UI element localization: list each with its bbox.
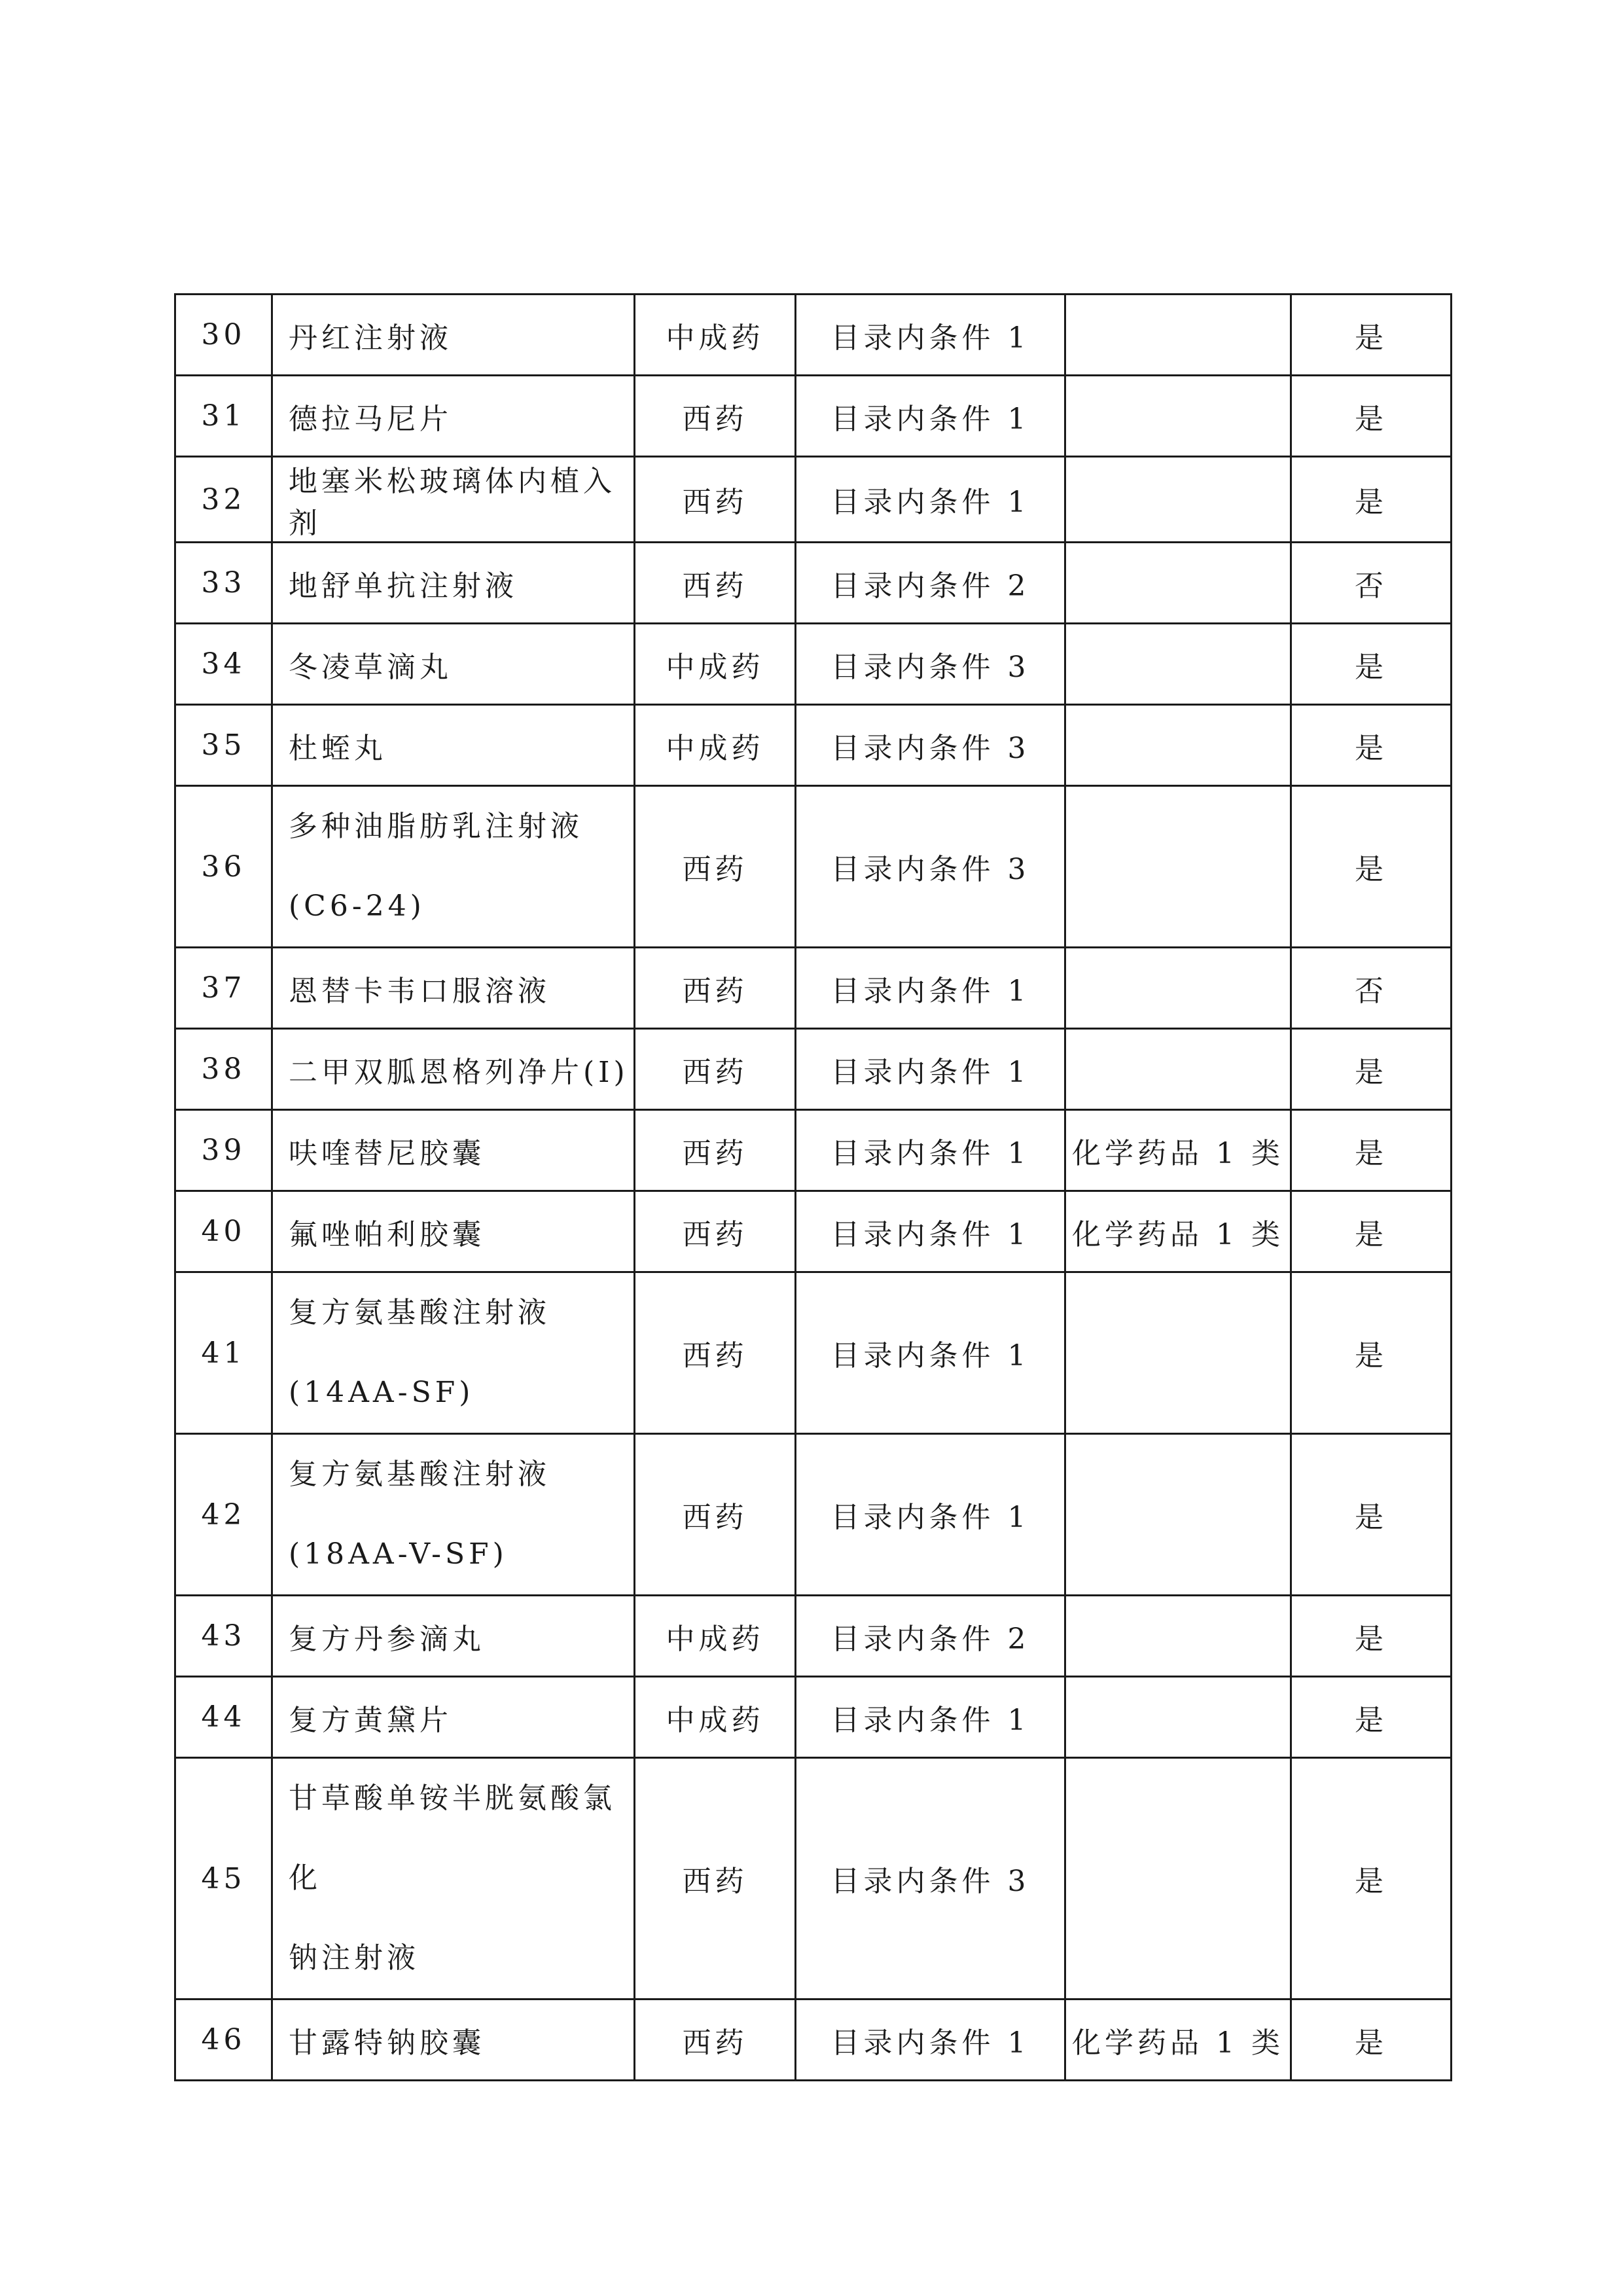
table-row <box>175 786 1452 948</box>
catalog-condition: 目录内条件 1 <box>796 376 1065 457</box>
row-number: 46 <box>175 2000 272 2081</box>
catalog-condition: 目录内条件 3 <box>796 624 1065 705</box>
table-row <box>175 1677 1452 1758</box>
drug-note <box>1065 1272 1291 1434</box>
yes-no-flag: 是 <box>1291 295 1452 376</box>
table-row <box>175 705 1452 786</box>
table-row <box>175 1434 1452 1596</box>
row-number: 33 <box>175 543 272 624</box>
yes-no-flag: 是 <box>1291 786 1452 948</box>
drug-name-line: 甘草酸单铵半胱氨酸氯化 <box>289 1782 616 1895</box>
drug-note <box>1065 1677 1291 1758</box>
row-number: 39 <box>175 1110 272 1191</box>
drug-name: 呋喹替尼胶囊 <box>272 1110 635 1191</box>
drug-type: 中成药 <box>635 705 796 786</box>
yes-no-flag: 是 <box>1291 1434 1452 1596</box>
drug-name-line: 钠注射液 <box>289 1941 419 1975</box>
drug-note: 化学药品 1 类 <box>1065 2000 1291 2081</box>
yes-no-flag: 是 <box>1291 705 1452 786</box>
table-row <box>175 2000 1452 2081</box>
drug-name <box>272 1272 635 1434</box>
yes-no-flag: 是 <box>1291 1272 1452 1434</box>
drug-name: 德拉马尼片 <box>272 376 635 457</box>
catalog-condition: 目录内条件 2 <box>796 1596 1065 1677</box>
catalog-condition: 目录内条件 1 <box>796 948 1065 1029</box>
yes-no-flag: 是 <box>1291 1110 1452 1191</box>
catalog-condition: 目录内条件 1 <box>796 2000 1065 2081</box>
table-row <box>175 457 1452 543</box>
drug-note <box>1065 376 1291 457</box>
drug-note <box>1065 1596 1291 1677</box>
drug-name: 复方丹参滴丸 <box>272 1596 635 1677</box>
drug-type: 西药 <box>635 1758 796 2000</box>
catalog-condition: 目录内条件 1 <box>796 457 1065 543</box>
catalog-condition: 目录内条件 1 <box>796 1110 1065 1191</box>
drug-name: 氟唑帕利胶囊 <box>272 1191 635 1272</box>
yes-no-flag: 是 <box>1291 376 1452 457</box>
drug-type: 西药 <box>635 948 796 1029</box>
catalog-condition: 目录内条件 1 <box>796 295 1065 376</box>
drug-note <box>1065 705 1291 786</box>
drug-type: 西药 <box>635 457 796 543</box>
drug-note: 化学药品 1 类 <box>1065 1191 1291 1272</box>
drug-type: 西药 <box>635 1191 796 1272</box>
row-number: 37 <box>175 948 272 1029</box>
table-row <box>175 543 1452 624</box>
catalog-condition: 目录内条件 3 <box>796 786 1065 948</box>
drug-note <box>1065 948 1291 1029</box>
drug-note <box>1065 457 1291 543</box>
row-number: 35 <box>175 705 272 786</box>
catalog-condition: 目录内条件 1 <box>796 1029 1065 1110</box>
drug-note <box>1065 624 1291 705</box>
yes-no-flag: 是 <box>1291 1029 1452 1110</box>
drug-note <box>1065 543 1291 624</box>
drug-type: 西药 <box>635 376 796 457</box>
row-number: 32 <box>175 457 272 543</box>
drug-name: 丹红注射液 <box>272 295 635 376</box>
drug-name: 复方黄黛片 <box>272 1677 635 1758</box>
row-number: 38 <box>175 1029 272 1110</box>
yes-no-flag: 是 <box>1291 1191 1452 1272</box>
drug-note: 化学药品 1 类 <box>1065 1110 1291 1191</box>
drug-name-line: (C6-24) <box>289 889 425 923</box>
catalog-condition: 目录内条件 1 <box>796 1272 1065 1434</box>
row-number: 31 <box>175 376 272 457</box>
drug-type: 中成药 <box>635 1677 796 1758</box>
drug-table <box>174 293 1452 2081</box>
row-number: 42 <box>175 1434 272 1596</box>
drug-name: 地舒单抗注射液 <box>272 543 635 624</box>
drug-type: 西药 <box>635 786 796 948</box>
drug-note <box>1065 786 1291 948</box>
yes-no-flag: 是 <box>1291 1596 1452 1677</box>
drug-name <box>272 1758 635 2000</box>
catalog-condition: 目录内条件 3 <box>796 1758 1065 2000</box>
drug-type: 西药 <box>635 2000 796 2081</box>
row-number: 45 <box>175 1758 272 2000</box>
table-row <box>175 1596 1452 1677</box>
drug-name: 二甲双胍恩格列净片(Ⅰ) <box>272 1029 635 1110</box>
row-number: 43 <box>175 1596 272 1677</box>
drug-type: 西药 <box>635 1434 796 1596</box>
row-number: 44 <box>175 1677 272 1758</box>
row-number: 41 <box>175 1272 272 1434</box>
row-number: 34 <box>175 624 272 705</box>
drug-name-line: (14AA-SF) <box>289 1376 474 1409</box>
catalog-condition: 目录内条件 3 <box>796 705 1065 786</box>
table-row <box>175 1272 1452 1434</box>
drug-name-line: (18AA-V-SF) <box>289 1537 508 1571</box>
drug-type: 西药 <box>635 543 796 624</box>
yes-no-flag: 是 <box>1291 1758 1452 2000</box>
catalog-condition: 目录内条件 1 <box>796 1191 1065 1272</box>
table-row <box>175 948 1452 1029</box>
drug-type: 西药 <box>635 1029 796 1110</box>
drug-name: 甘露特钠胶囊 <box>272 2000 635 2081</box>
yes-no-flag: 是 <box>1291 1677 1452 1758</box>
drug-type: 中成药 <box>635 295 796 376</box>
drug-name-line: 复方氨基酸注射液 <box>289 1458 550 1491</box>
table-row <box>175 1029 1452 1110</box>
yes-no-flag: 是 <box>1291 457 1452 543</box>
table-body <box>175 295 1452 2081</box>
table-row <box>175 295 1452 376</box>
drug-name-line: 多种油脂肪乳注射液 <box>289 810 583 843</box>
table-row <box>175 624 1452 705</box>
table-row <box>175 1191 1452 1272</box>
drug-note <box>1065 295 1291 376</box>
drug-note <box>1065 1029 1291 1110</box>
yes-no-flag: 否 <box>1291 948 1452 1029</box>
yes-no-flag: 否 <box>1291 543 1452 624</box>
drug-type: 中成药 <box>635 1596 796 1677</box>
table-row <box>175 376 1452 457</box>
drug-name <box>272 786 635 948</box>
drug-name: 恩替卡韦口服溶液 <box>272 948 635 1029</box>
drug-type: 中成药 <box>635 624 796 705</box>
catalog-condition: 目录内条件 1 <box>796 1434 1065 1596</box>
table-row <box>175 1758 1452 2000</box>
table-row <box>175 1110 1452 1191</box>
catalog-condition: 目录内条件 1 <box>796 1677 1065 1758</box>
drug-note <box>1065 1758 1291 2000</box>
yes-no-flag: 是 <box>1291 624 1452 705</box>
drug-name: 地塞米松玻璃体内植入剂 <box>272 457 635 543</box>
catalog-condition: 目录内条件 2 <box>796 543 1065 624</box>
drug-type: 西药 <box>635 1110 796 1191</box>
row-number: 36 <box>175 786 272 948</box>
drug-type: 西药 <box>635 1272 796 1434</box>
drug-name: 冬凌草滴丸 <box>272 624 635 705</box>
drug-name-line: 复方氨基酸注射液 <box>289 1296 550 1329</box>
drug-note <box>1065 1434 1291 1596</box>
row-number: 40 <box>175 1191 272 1272</box>
row-number: 30 <box>175 295 272 376</box>
drug-name <box>272 1434 635 1596</box>
yes-no-flag: 是 <box>1291 2000 1452 2081</box>
drug-name: 杜蛭丸 <box>272 705 635 786</box>
